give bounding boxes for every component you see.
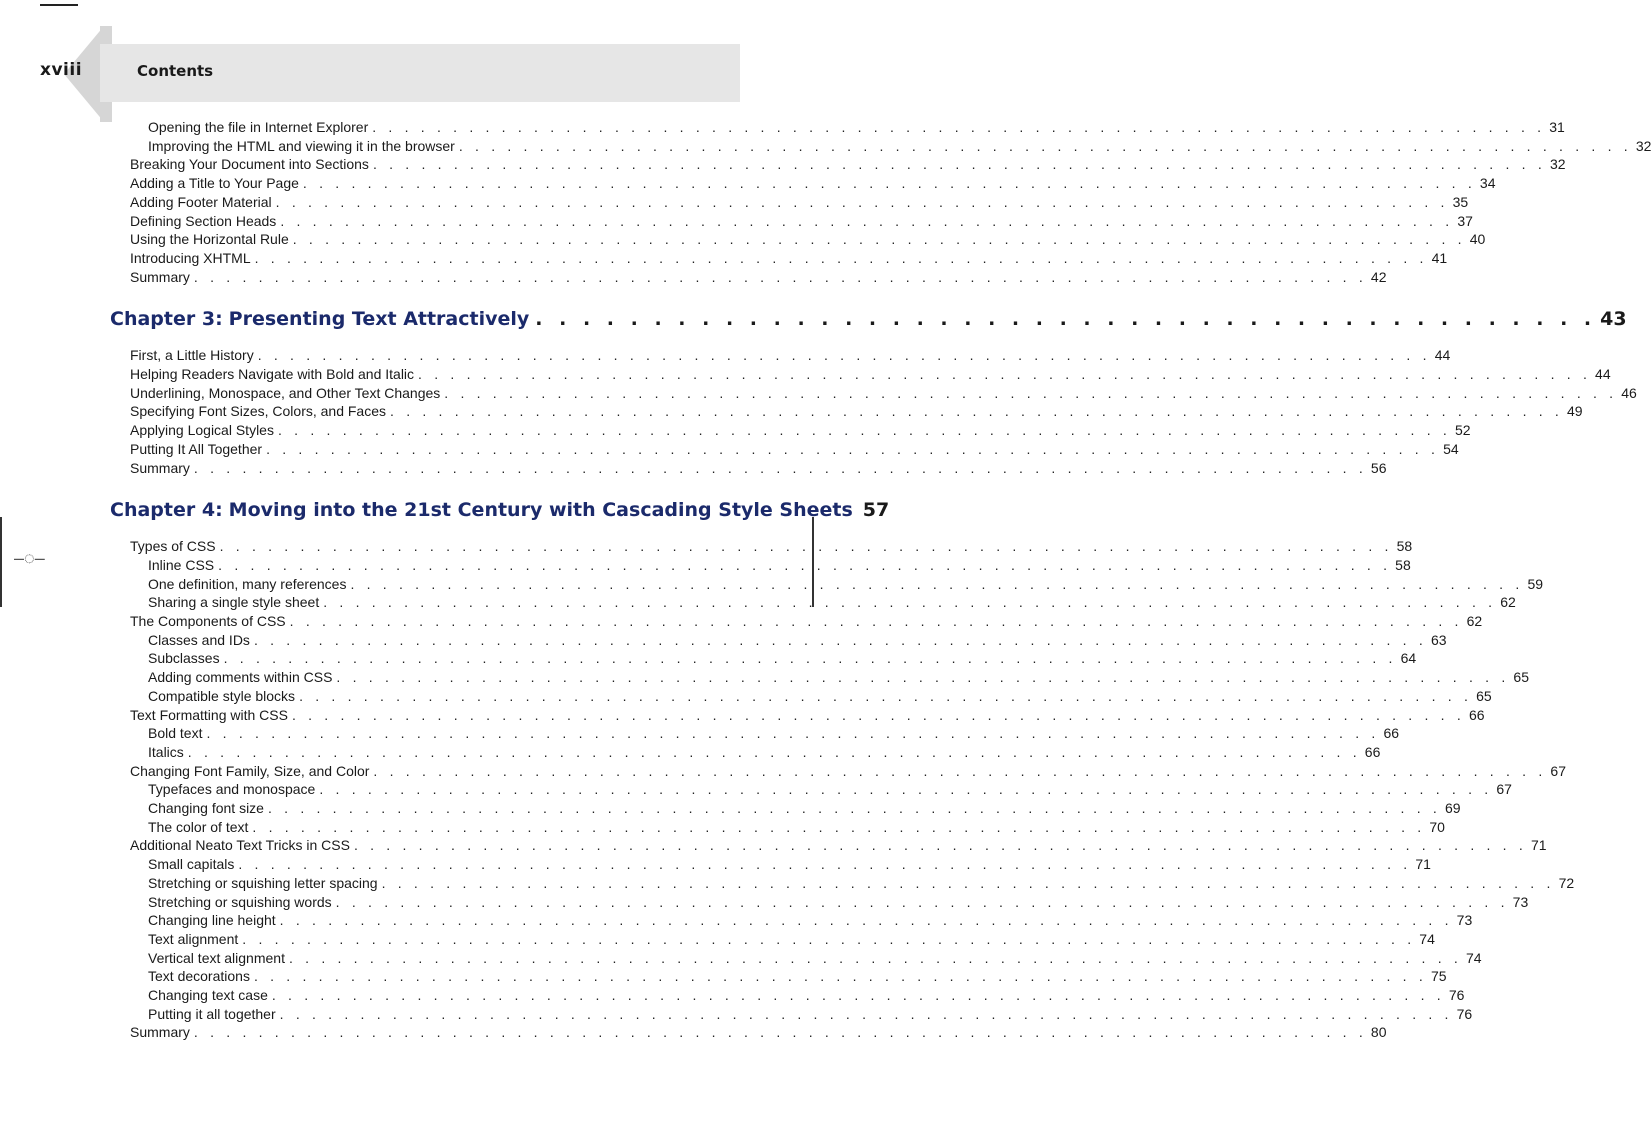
- dot-leader: [254, 631, 1427, 649]
- dot-leader: [255, 249, 1428, 267]
- dot-leader: [418, 365, 1591, 383]
- toc-entry-page: 62: [1466, 613, 1483, 629]
- chapter-title: Presenting Text Attractively: [228, 308, 530, 331]
- toc-entry-title: The color of text: [148, 818, 252, 836]
- toc-entry-page: 58: [1395, 556, 1411, 573]
- toc-entry[interactable]: [130, 1023, 1387, 1041]
- running-head: Contents: [137, 62, 214, 80]
- toc-entry-page: 59: [1527, 575, 1544, 592]
- dot-leader: [224, 649, 1397, 667]
- toc-entry-page: 32: [1635, 137, 1651, 154]
- top-rule: [40, 4, 78, 6]
- toc-entry-title: Applying Logical Styles: [130, 421, 278, 439]
- toc-entry-title: Additional Neato Text Tricks in CSS: [130, 836, 354, 854]
- toc-entry-page: 73: [1512, 893, 1529, 910]
- toc-entry-page: 52: [1454, 422, 1471, 439]
- toc-entry[interactable]: [148, 780, 1512, 798]
- toc-entry-title: Changing font size: [148, 799, 268, 817]
- toc-entry-title: One definition, many references: [148, 575, 350, 593]
- toc-entry[interactable]: [130, 537, 1413, 555]
- toc-entry-page: 44: [1595, 366, 1611, 382]
- toc-entry-page: 76: [1448, 987, 1465, 1003]
- toc-entry-page: 76: [1456, 1005, 1473, 1022]
- toc-entry-title: Small capitals: [148, 855, 238, 873]
- toc-entry[interactable]: [130, 193, 1469, 211]
- toc-entry[interactable]: [130, 365, 1611, 383]
- toc-entry[interactable]: [148, 930, 1435, 948]
- dot-leader: [373, 762, 1546, 780]
- toc-entry[interactable]: [130, 384, 1637, 402]
- toc-entry-page: 34: [1479, 175, 1496, 192]
- toc-entry[interactable]: [148, 799, 1461, 817]
- toc-entry-title: Stretching or squishing letter spacing: [148, 874, 382, 892]
- toc-entry-title: Compatible style blocks: [148, 687, 299, 705]
- dot-leader: [220, 537, 1393, 555]
- toc-entry-page: 67: [1550, 762, 1566, 779]
- toc-entry[interactable]: [130, 155, 1566, 173]
- toc-entry-title: Text alignment: [148, 930, 242, 948]
- toc-entry-title: Putting it all together: [148, 1005, 280, 1023]
- dot-leader: [372, 118, 1545, 136]
- dot-leader: [258, 346, 1431, 364]
- toc-entry[interactable]: [148, 818, 1445, 836]
- toc-entry-title: Inline CSS: [148, 556, 218, 574]
- page-number: xviii: [40, 60, 83, 80]
- chapter-page: 57: [862, 499, 890, 522]
- dot-leader: [252, 818, 1425, 836]
- dot-leader: [303, 174, 1476, 192]
- toc-entry[interactable]: [130, 402, 1583, 420]
- dot-leader: [278, 421, 1451, 439]
- toc-entry-page: 66: [1383, 725, 1400, 742]
- dot-leader: [276, 193, 1449, 211]
- dot-leader: [292, 706, 1465, 724]
- toc-entry-title: Stretching or squishing words: [148, 893, 336, 911]
- registration-mark-icon: –◌–: [14, 548, 45, 568]
- toc-entry[interactable]: [148, 967, 1447, 985]
- dot-leader: [323, 593, 1496, 611]
- dot-leader: [350, 575, 1523, 593]
- dot-leader: [188, 743, 1361, 761]
- toc-entry-title: Underlining, Monospace, and Other Text Changes: [130, 384, 444, 402]
- toc-entry-title: Specifying Font Sizes, Colors, and Faces: [130, 402, 390, 420]
- toc-entry-title: Italics: [148, 743, 188, 761]
- toc-entry-page: 71: [1530, 837, 1547, 854]
- chapter-title: Moving into the 21st Century with Cascading Style Sheets: [228, 499, 853, 522]
- toc-entry-title: Putting It All Together: [130, 440, 266, 458]
- toc-entry-title: Changing line height: [148, 911, 280, 929]
- toc-entry-title: Summary: [130, 1023, 194, 1041]
- toc-entry-title: Sharing a single style sheet: [148, 593, 323, 611]
- toc-entry[interactable]: [148, 724, 1400, 742]
- toc-entry-page: 32: [1549, 156, 1566, 173]
- toc-entry-title: Subclasses: [148, 649, 224, 667]
- toc-entry-page: 41: [1431, 249, 1448, 266]
- toc-entry[interactable]: [130, 440, 1459, 458]
- dot-leader: [382, 874, 1555, 892]
- chapter-label: Chapter 4:: [110, 499, 223, 522]
- dot-leader: [354, 836, 1527, 854]
- margin-bar-left: [0, 517, 2, 607]
- dot-leader: [194, 268, 1367, 286]
- toc-entry-page: 64: [1400, 650, 1417, 667]
- toc-entry[interactable]: [130, 762, 1566, 780]
- dot-leader: [206, 724, 1379, 742]
- toc-entry-page: 49: [1567, 403, 1583, 420]
- toc-entry-page: 73: [1456, 912, 1473, 929]
- toc-entry-title: Classes and IDs: [148, 631, 254, 649]
- toc-entry-page: 66: [1364, 743, 1381, 760]
- toc-entry[interactable]: [148, 743, 1381, 761]
- toc-entry-title: The Components of CSS: [130, 612, 290, 630]
- toc-entry[interactable]: [130, 249, 1448, 267]
- toc-entry-page: 74: [1419, 930, 1435, 947]
- dot-leader: [319, 780, 1492, 798]
- dot-leader: [218, 556, 1391, 574]
- toc-entry-title: Types of CSS: [130, 537, 220, 555]
- dot-leader: [280, 911, 1453, 929]
- toc-entry[interactable]: [130, 706, 1485, 724]
- dot-leader: [373, 155, 1546, 173]
- dot-leader: [390, 402, 1563, 420]
- toc-entry[interactable]: [130, 421, 1471, 439]
- toc-entry[interactable]: [148, 118, 1565, 136]
- chapter-label: Chapter 3:: [110, 308, 223, 331]
- toc-entry-page: 66: [1468, 706, 1485, 723]
- toc-entry[interactable]: [130, 174, 1496, 192]
- toc-entry-page: 65: [1513, 669, 1529, 686]
- dot-leader: [272, 986, 1445, 1004]
- toc-entry-title: Vertical text alignment: [148, 949, 289, 967]
- toc-entry-page: 56: [1370, 459, 1387, 476]
- toc-entry[interactable]: [130, 836, 1547, 854]
- toc-entry-title: Bold text: [148, 724, 206, 742]
- toc-entry[interactable]: [148, 687, 1492, 705]
- dot-leader: [299, 687, 1472, 705]
- dot-leader: [289, 949, 1462, 967]
- toc-entry-title: First, a Little History: [130, 346, 258, 364]
- toc-entry-page: 54: [1443, 440, 1459, 457]
- toc-entry[interactable]: [148, 949, 1482, 967]
- toc-entry[interactable]: [148, 575, 1544, 593]
- toc-chapter-heading[interactable]: [110, 308, 1627, 331]
- toc-entry-page: 67: [1496, 781, 1512, 798]
- toc-entry-page: 63: [1430, 631, 1447, 648]
- toc-entry-page: 71: [1415, 856, 1431, 873]
- dot-leader: [266, 440, 1439, 458]
- toc-entry[interactable]: [148, 668, 1529, 686]
- dot-leader: [242, 930, 1415, 948]
- toc-entry-page: 46: [1621, 384, 1637, 401]
- dot-leader: [280, 1005, 1453, 1023]
- toc-entry[interactable]: [148, 631, 1447, 649]
- dot-leader: [194, 459, 1367, 477]
- toc-entry[interactable]: [148, 556, 1411, 574]
- toc-entry-title: Opening the file in Internet Explorer: [148, 118, 372, 136]
- toc-entry-title: Summary: [130, 459, 194, 477]
- toc-entry-page: 75: [1430, 968, 1447, 985]
- toc-entry-title: Adding comments within CSS: [148, 668, 336, 686]
- toc-entry-page: 42: [1370, 268, 1387, 285]
- toc-entry-title: Text decorations: [148, 967, 254, 985]
- dot-leader: [336, 668, 1509, 686]
- toc-entry-page: 44: [1434, 347, 1451, 364]
- toc-entry-page: 69: [1444, 800, 1461, 816]
- dot-leader: [459, 137, 1632, 155]
- toc-entry[interactable]: [148, 893, 1529, 911]
- toc-entry-title: Changing Font Family, Size, and Color: [130, 762, 373, 780]
- toc-entry[interactable]: [130, 612, 1483, 630]
- toc-entry[interactable]: [148, 137, 1651, 155]
- dot-leader: [268, 799, 1441, 817]
- toc-entry-page: 35: [1452, 193, 1469, 210]
- toc-entry-title: Adding a Title to Your Page: [130, 174, 303, 192]
- toc-entry-title: Adding Footer Material: [130, 193, 276, 211]
- toc-entry[interactable]: [148, 911, 1473, 929]
- toc-entry-title: Using the Horizontal Rule: [130, 230, 293, 248]
- dot-leader: [336, 893, 1509, 911]
- toc-entry-page: 37: [1457, 212, 1473, 229]
- toc-entry-page: 31: [1549, 119, 1565, 135]
- toc-entry-page: 80: [1370, 1024, 1387, 1041]
- dot-leader: [290, 612, 1463, 630]
- toc-entry[interactable]: [130, 459, 1387, 477]
- toc-entry-title: Summary: [130, 268, 194, 286]
- toc-entry-page: 74: [1465, 949, 1482, 966]
- toc-entry[interactable]: [148, 593, 1516, 611]
- toc-entry-title: Typefaces and monospace: [148, 780, 319, 798]
- toc-entry-title: Introducing XHTML: [130, 249, 255, 267]
- toc-entry-title: Text Formatting with CSS: [130, 706, 292, 724]
- toc-chapter-heading[interactable]: [110, 499, 890, 522]
- toc-entry[interactable]: [148, 855, 1431, 873]
- dot-leader: [238, 855, 1411, 873]
- toc-entry-title: Improving the HTML and viewing it in the browser: [148, 137, 459, 155]
- toc-entry-page: 58: [1396, 538, 1413, 555]
- toc-entry-page: 40: [1469, 231, 1486, 248]
- dot-leader: [254, 967, 1427, 985]
- dot-leader: [444, 384, 1617, 402]
- toc-entry[interactable]: [148, 1005, 1473, 1023]
- toc-entry-title: Breaking Your Document into Sections: [130, 155, 373, 173]
- toc-entry[interactable]: [148, 986, 1465, 1004]
- dot-leader: [280, 212, 1453, 230]
- toc-entry-page: 70: [1429, 818, 1445, 835]
- toc-entry-page: 65: [1476, 687, 1492, 704]
- dot-leader: [535, 308, 1596, 330]
- toc-entry[interactable]: [130, 346, 1451, 364]
- toc-entry[interactable]: [130, 212, 1473, 230]
- toc-entry-page: 72: [1558, 874, 1575, 891]
- toc-entry-page: 62: [1500, 594, 1516, 611]
- toc-entry-title: Helping Readers Navigate with Bold and Italic: [130, 365, 418, 383]
- dot-leader: [293, 230, 1466, 248]
- dot-leader: [194, 1023, 1367, 1041]
- toc-entry[interactable]: [130, 230, 1486, 248]
- toc-entry-title: Defining Section Heads: [130, 212, 280, 230]
- chapter-page: 43: [1600, 308, 1627, 331]
- toc-entry[interactable]: [148, 649, 1417, 667]
- toc-entry-title: Changing text case: [148, 986, 272, 1004]
- toc-entry[interactable]: [148, 874, 1575, 892]
- toc-entry[interactable]: [130, 268, 1387, 286]
